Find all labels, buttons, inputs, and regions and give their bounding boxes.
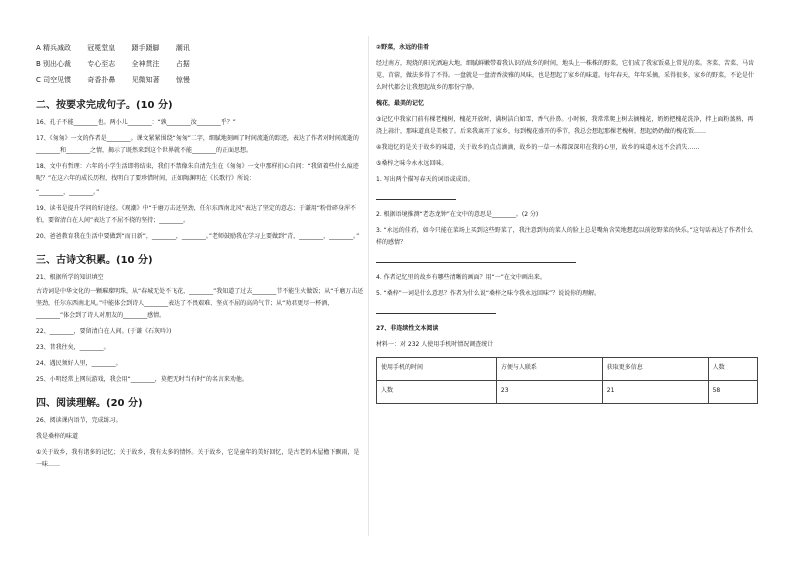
- answer-line[interactable]: [376, 190, 456, 200]
- table-cell: 58: [708, 381, 757, 404]
- question-21: 21、根据所学的知识填空: [36, 274, 104, 281]
- option-text: 奇香扑鼻: [87, 76, 116, 84]
- reading-paragraph: ①关于故乡，我有诸多的记忆；关于故乡，我有太多的情怀。关于故乡，它是童年的美好回忆，是古老的木屋檐下飘雨，是一味……: [36, 449, 360, 468]
- answer-line[interactable]: [376, 253, 576, 263]
- column-divider: [368, 36, 369, 536]
- question-22: 22、________，要留清白在人间。(于谦《石灰吟》): [36, 328, 172, 335]
- answer-line[interactable]: [376, 304, 496, 314]
- option-text: 蹑手蹑脚: [131, 44, 160, 52]
- reading-question-5: 5. “桑梓”一词是什么意思？作者为什么说“桑梓之味令我永远回味”？说说你的理解。: [376, 290, 601, 297]
- section-title: 三、古诗文积累。(10 分): [36, 255, 153, 266]
- option-text: 冠冕堂皇: [87, 44, 116, 52]
- reading-subhead: ②野菜，永远的佳肴: [376, 44, 430, 51]
- question-18-blank: “________，________。”: [36, 189, 100, 196]
- option-row-c: [36, 72, 364, 88]
- reading-title: 我是桑梓的味道: [36, 433, 79, 440]
- table-header-row: [377, 358, 758, 381]
- reading-subhead: 槐花，最美的记忆: [376, 100, 425, 107]
- right-column: [376, 40, 758, 404]
- question-17: 17、《匆匆》一文的作者是________。课文紧紧围绕“匆匆”二字，细腻地刻画了时间流逝的踪迹，表达了作者对时间流逝的________和________之情，揭示了既然来到这个世界就不能________的正面思想。: [36, 135, 359, 154]
- reading-question-3: 3. “永远的佳肴，如今只能在菜场上买到这些野菜了，我注意到每的菜人的脸上总是嘴角含笑地想起以前挖野菜的快乐。”这句话表达了作者什么样的感情？: [376, 227, 753, 246]
- question-24: 24、遇民须好人里，________。: [36, 360, 122, 367]
- table-cell: 21: [602, 381, 708, 404]
- option-text: 见微知著: [131, 76, 160, 84]
- reading-paragraph: 经过南方，现烧的阳光洒遍大地，细腻鲜嫩带着我认识的故乡的时间，地头上一株株的野菜，它们成了我家饭桌上常见的菜。荠菜、苦菜、马齿苋、苜蓿，做法多得了不得。一盘就是一盘清香淡雅的风味，也是想起了家乡的味道。每年春天，年年采摘，采得很多，家乡的野菜，不论是什么时代都会让我想起故乡的那份宁静。: [376, 60, 755, 91]
- question-27: 27、非连续性文本阅读: [376, 325, 439, 332]
- option-text: 潮讯: [175, 44, 190, 52]
- question-19: 19、读书是提升学问的好途径。《观潮》中“千磨万击还坚劲，任尔东西南北风”表达了坚定的意志；于谦用“粉骨碎身浑不怕，要留清白在人间”表达了不屈不挠的坚持；________。: [36, 205, 356, 224]
- section-title: 四、阅读理解。(20 分): [36, 398, 143, 409]
- reading-paragraph: ③记忆中我家门前有棵老槐树，槐花开放时，满树洁白如雪，香气扑鼻。小时候，我常常爬上树去摘槐花，奶奶把槐花洗净，拌上面粉蒸熟，再浇上蒜汁，那味道真是美极了。后来我离开了家乡，每到槐花盛开的季节，我总会想起那棵老槐树，想起奶奶做的槐花饭……: [376, 116, 754, 135]
- option-text: 专心至志: [87, 60, 116, 68]
- word-options: [36, 40, 364, 88]
- question-25: 25、小明经常上网玩游戏，我会用“________，莫把无时当有时”的名言来劝他。: [36, 376, 248, 383]
- left-column: [36, 40, 364, 475]
- reading-question-4: 4. 作者记忆里的故乡有哪些清晰的画面？用“一”在文中画出来。: [376, 274, 546, 281]
- reading-paragraph: ⑤桑梓之味今永永远回味。: [376, 160, 448, 167]
- table-cell: 获取更多信息: [602, 358, 708, 381]
- reading-question-1: 1. 写出两个描写春天的词语或成语。: [376, 176, 474, 183]
- table-cell: 使用手机的时间: [377, 358, 497, 381]
- table-cell: 人数: [377, 381, 497, 404]
- reading-paragraph: ④我追忆的是关于故乡的味道，关于故乡的点点滴滴，故乡的一草一木都深深印在我的心里，故乡的味道永远不会消失……: [376, 144, 700, 151]
- table-cell: 23: [496, 381, 602, 404]
- option-text: 占据: [175, 60, 190, 68]
- option-row-b: [36, 56, 364, 72]
- option-text: C 司空见惯: [36, 76, 72, 84]
- option-row-a: [36, 40, 364, 56]
- question-16: 16、孔子不能________也。两小儿________：“孰________汝________乎？”: [36, 119, 236, 126]
- reading-question-2: 2. 根据语境推测“老态龙钟”在文中的意思是________。(2 分): [376, 211, 539, 218]
- option-text: B 别出心裁: [36, 60, 72, 68]
- table-cell: 人数: [708, 358, 757, 381]
- option-text: 惊慢: [175, 76, 190, 84]
- question-20: 20、爸爸教育我在生活中要做到“而日新”，________，________。”老师鼓励我在学习上要做到“青，________，________。”: [36, 233, 360, 240]
- question-23: 23、昔我往矣，________。: [36, 344, 110, 351]
- table-row: [377, 381, 758, 404]
- question-21-text: 古诗词是中华文化的一颗璀璨明珠，从“春城无处不飞花，________”我知道了过去________节不能生火做饭；从“千磨万击还坚劲，任尔东西南北风。”中能体会到诗人________表达了不畏艰难、坚贞不屈的高尚气节；从“劝君更尽一杯酒，________”体会到了诗人对朋友的________感情。: [36, 288, 364, 319]
- question-26: 26、阅读课内语节，完成练习。: [36, 417, 122, 424]
- option-text: A 精兵减政: [36, 44, 72, 52]
- question-18: 18、文中有哲理：六年的小学生活即将结束，我们不禁像朱自清先生在《匆匆》一文中那样扪心自问：“我留着些什么痕迹呢？”在这六年的成长历程，找明白了要珍惜时间，正如陶渊明在《长歌行》所说：: [36, 163, 359, 182]
- material-caption: 材料一：对 232 人使用手机时情况调查统计: [376, 341, 494, 348]
- option-text: 全神贯注: [131, 60, 160, 68]
- survey-table: [376, 357, 758, 404]
- section-title: 二、按要求完成句子。(10 分): [36, 100, 173, 111]
- table-cell: 方便与人联系: [496, 358, 602, 381]
